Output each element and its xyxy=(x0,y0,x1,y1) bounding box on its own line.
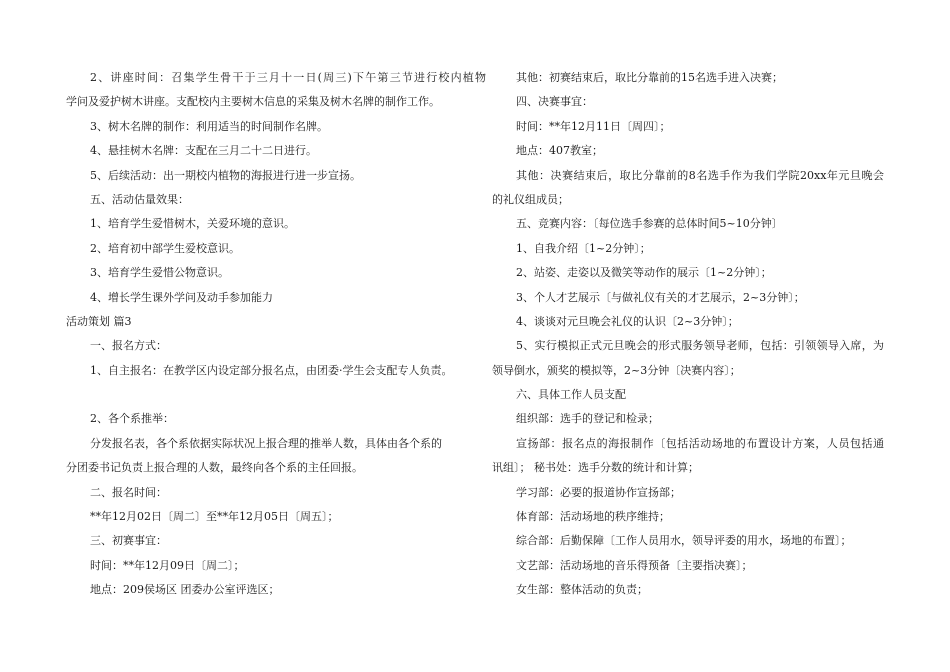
text-line: 女生部：整体活动的负责； xyxy=(516,583,648,597)
text-line: 的礼仪组成员； xyxy=(492,192,569,206)
text-line: 4、悬挂树木名牌：支配在三月二十二日进行。 xyxy=(90,144,317,158)
text-line: 4、增长学生课外学问及动手参加能力 xyxy=(90,290,273,304)
text-line: 五、竞赛内容：〔每位选手参赛的总体时间5~10分钟〕 xyxy=(516,217,783,231)
text-line: 分发报名表，各个系依据实际状况上报合理的推举人数，具体由各个系的 xyxy=(90,436,442,450)
text-line: 分团委书记负责上报合理的人数，最终向各个系的主任回报。 xyxy=(66,461,363,475)
text-line: 其他：决赛结束后，取比分靠前的8名选手作为我们学院20xx年元旦晚会 xyxy=(516,168,884,182)
text-line: 一、报名方式： xyxy=(90,339,167,353)
text-line: 3、个人才艺展示〔与做礼仪有关的才艺展示，2~3分钟〕； xyxy=(516,290,805,304)
text-line: 3、培育学生爱惜公物意识。 xyxy=(90,266,229,280)
text-line: 5、实行模拟正式元旦晚会的形式服务领导老师，包括：引领领导入席，为 xyxy=(516,339,884,353)
text-line: 1、自主报名：在教学区内设定部分报名点，由团委·学生会支配专人负责。 xyxy=(90,363,453,377)
text-line: 宣扬部：报名点的海报制作〔包括活动场地的布置设计方案，人员包括通 xyxy=(516,436,884,450)
text-line: 2、培育初中部学生爱校意识。 xyxy=(90,241,240,255)
text-line: 1、自我介绍〔1~2分钟〕； xyxy=(516,241,651,255)
text-line: 时间：**年12月11日〔周四〕； xyxy=(516,119,671,133)
text-line: 五、活动估量效果： xyxy=(90,192,189,206)
text-line: 1、培育学生爱惜树木，关爱环境的意识。 xyxy=(90,217,295,231)
right-column xyxy=(492,66,884,603)
text-line: 地点：209侯场区 团委办公室评选区； xyxy=(90,583,280,597)
text-line: 3、树木名牌的制作：利用适当的时间制作名牌。 xyxy=(90,119,328,133)
text-line: 文艺部：活动场地的音乐得预备〔主要指决赛〕； xyxy=(516,558,753,572)
text-line: 六、具体工作人员支配 xyxy=(516,388,626,402)
text-line: 综合部：后勤保障〔工作人员用水，领导评委的用水，场地的布置〕； xyxy=(516,534,852,548)
text-line: **年12月02日〔周二〕至**年12月05日〔周五〕； xyxy=(90,510,339,524)
text-line: 2、站姿、走姿以及微笑等动作的展示〔1~2分钟〕； xyxy=(516,266,772,280)
text-line: 地点：407教室； xyxy=(516,144,603,158)
left-column xyxy=(66,66,486,603)
text-line: 2、各个系推举： xyxy=(90,412,174,426)
text-line: 组织部：选手的登记和检录； xyxy=(516,412,659,426)
text-line: 时间：**年12月09日〔周二〕； xyxy=(90,558,245,572)
text-line: 其他：初赛结束后，取比分靠前的15名选手进入决赛； xyxy=(516,71,783,84)
text-line xyxy=(66,383,486,407)
text-line: 4、谈谈对元旦晚会礼仪的认识〔2~3分钟〕； xyxy=(516,314,739,328)
text-line: 四、决赛事宜： xyxy=(516,95,593,109)
text-line: 领导倒水，颁奖的模拟等，2~3分钟〔决赛内容〕； xyxy=(492,363,741,377)
text-line: 体育部：活动场地的秩序维持； xyxy=(516,510,670,524)
text-line: 学习部：必要的报道协作宣扬部； xyxy=(516,485,681,499)
text-line: 讯组〕； 秘书处：选手分数的统计和计算； xyxy=(492,461,699,475)
text-line: 5、后续活动：出一期校内植物的海报进行进一步宣扬。 xyxy=(90,168,361,182)
text-line: 三、初赛事宜： xyxy=(90,534,167,548)
text-line: 二、报名时间： xyxy=(90,485,167,499)
text-line: 2、讲座时间：召集学生骨干于三月十一日(周三)下午第三节进行校内植物 xyxy=(90,71,486,84)
text-line: 学问及爱护树木讲座。支配校内主要树木信息的采集及树木名牌的制作工作。 xyxy=(66,95,440,109)
text-line: 活动策划 篇3 xyxy=(66,314,132,328)
